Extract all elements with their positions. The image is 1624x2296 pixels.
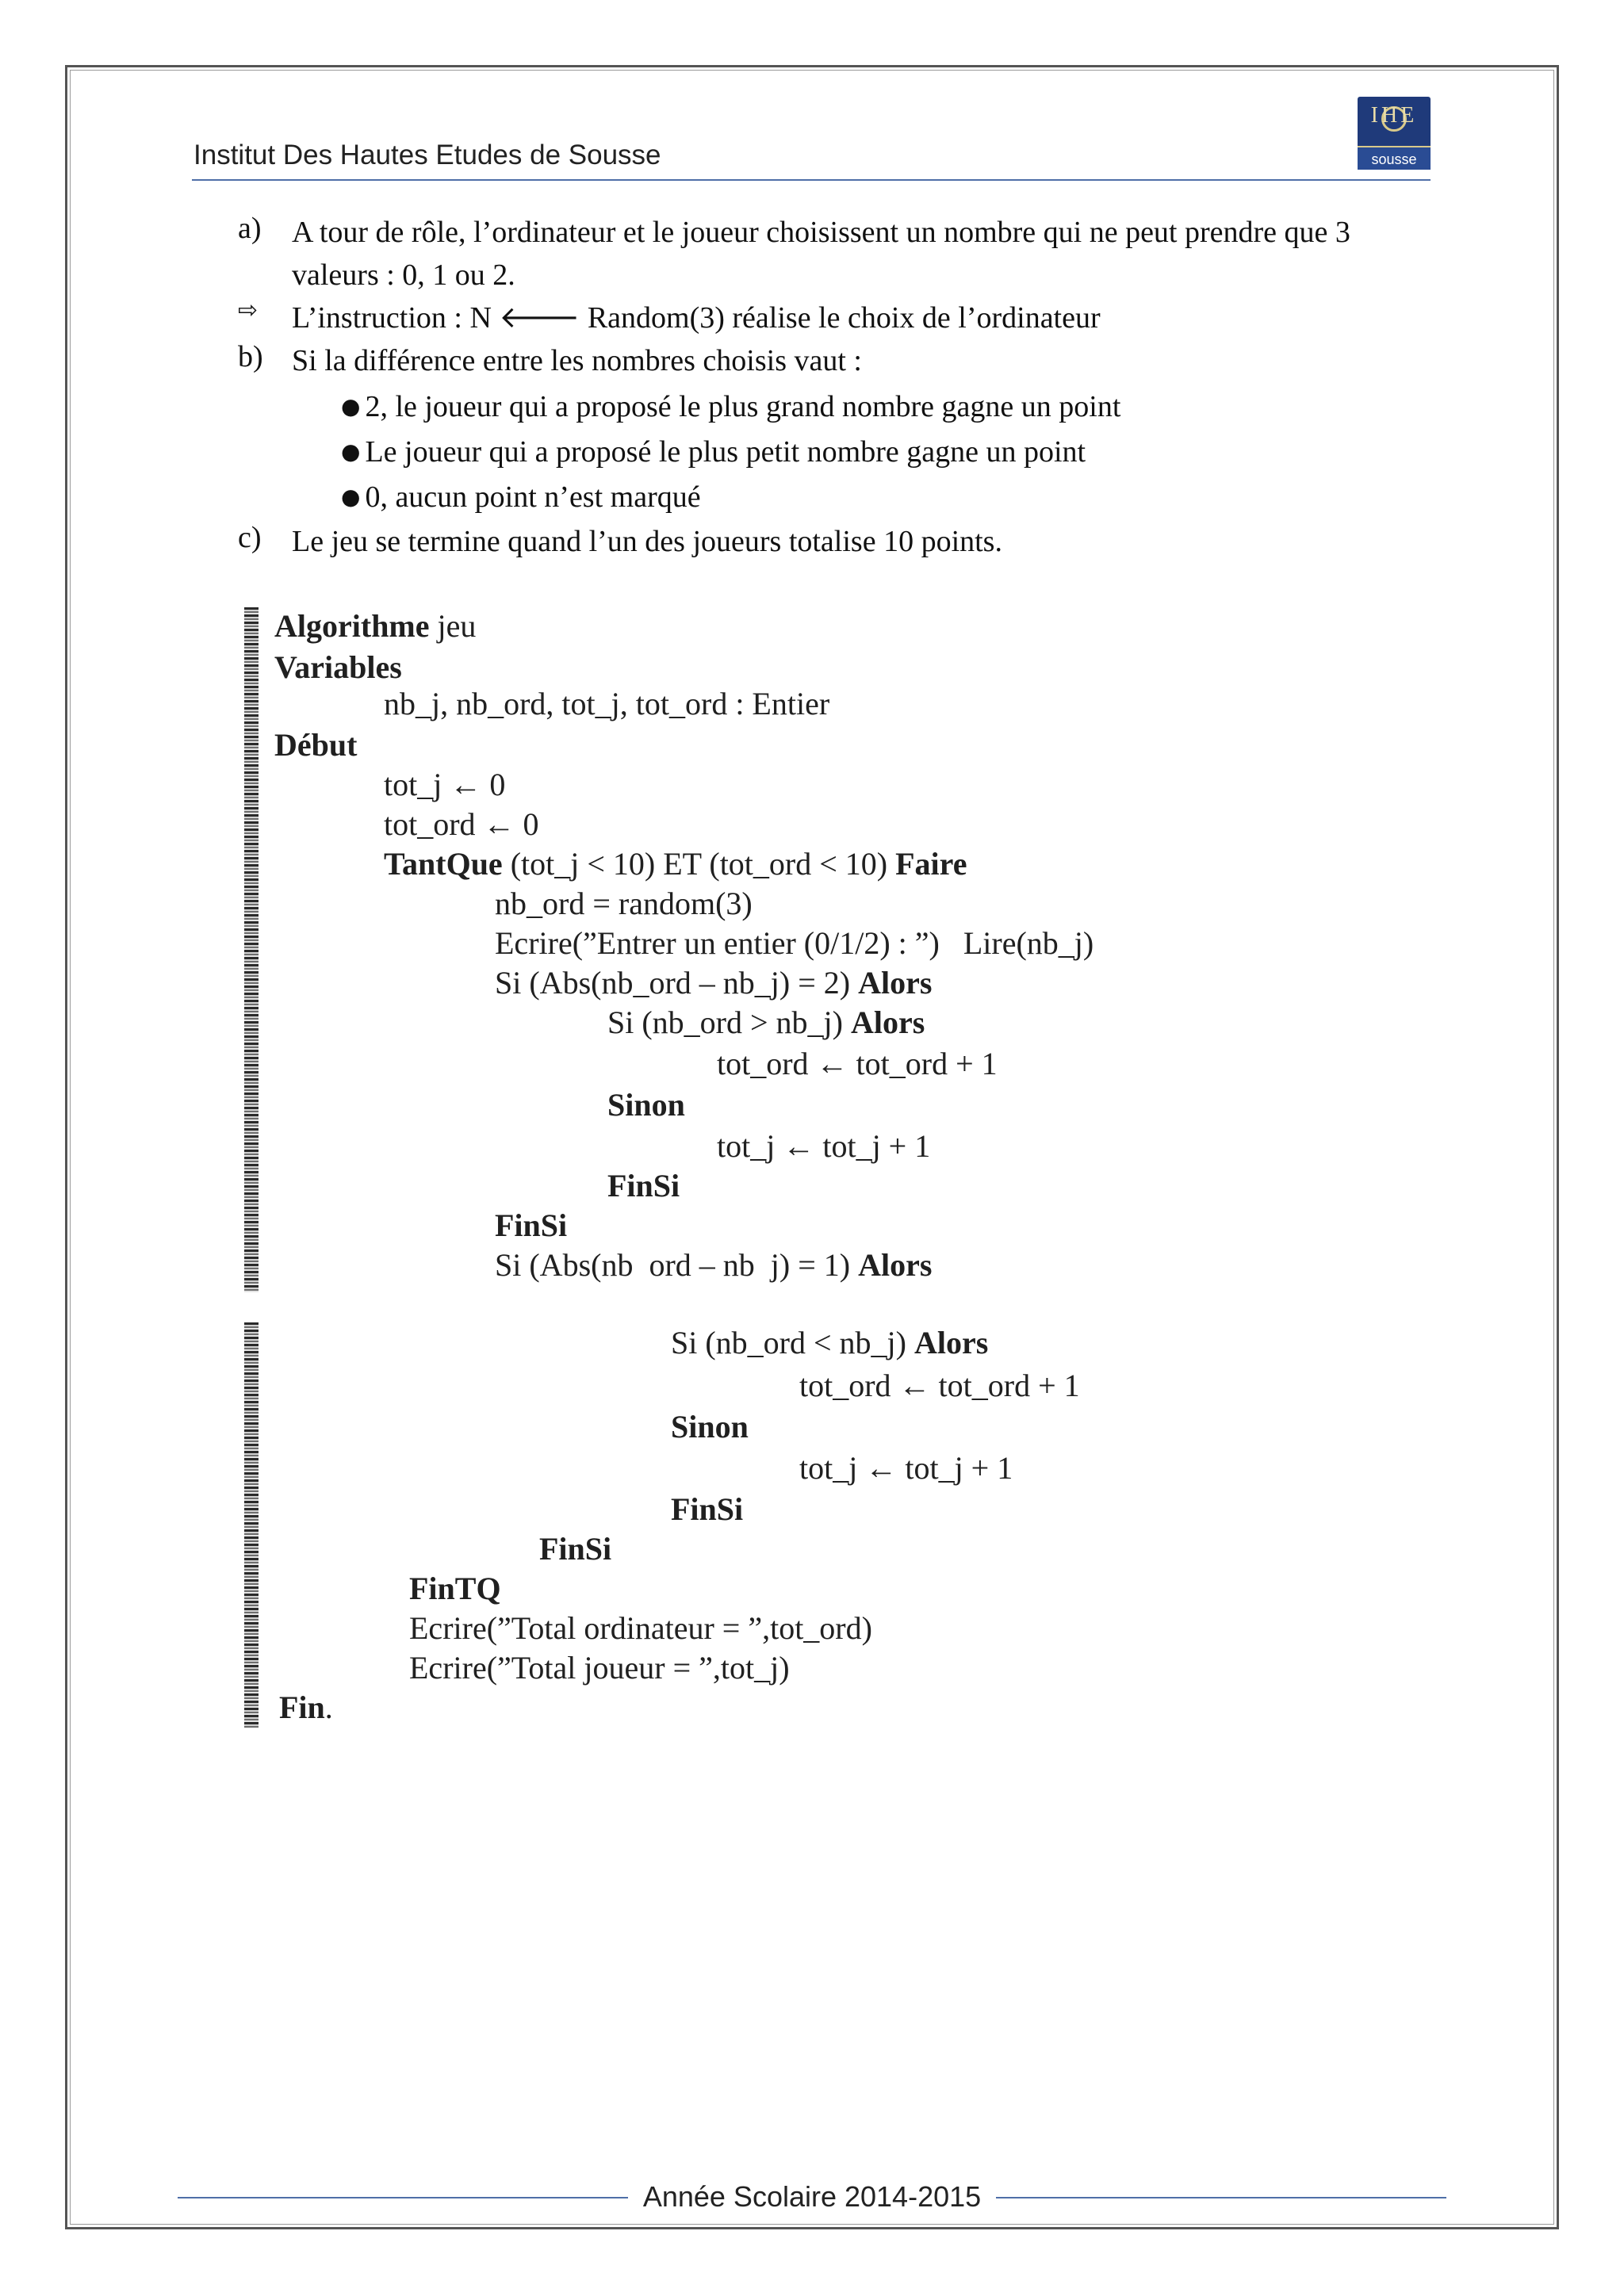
code-line: FinTQ <box>409 1571 501 1606</box>
code-line: FinSi <box>607 1168 680 1203</box>
list-text-arrow: L’instruction : N 🡐 Random(3) réalise le choix de l’ordinateur <box>292 301 1101 335</box>
bullet-item: ● Le joueur qui a proposé le plus petit nombre gagne un point <box>341 435 1086 469</box>
code-margin-bar <box>244 1322 259 1728</box>
list-text-a: A tour de rôle, l’ordinateur et le joueur choisissent un nombre qui ne peut prendre que 3 valeurs : 0, 1 ou 2. <box>292 216 1358 292</box>
code-line: Variables <box>274 649 402 685</box>
header-rule <box>192 179 1431 181</box>
code-line: Algorithme jeu <box>274 608 477 644</box>
list-text-b: Si la différence entre les nombres choisis vaut : <box>292 344 862 377</box>
algorithm-image-part1 <box>244 607 1164 1292</box>
code-line: TantQue (tot_j < 10) ET (tot_ord < 10) Faire <box>384 846 967 882</box>
code-line: nb_j, nb_ord, tot_j, tot_ord : Entier <box>384 686 830 721</box>
code-line: FinSi <box>539 1531 612 1567</box>
code-line: Si (nb_ord < nb_j) Alors <box>671 1325 989 1360</box>
list-marker-a: a) <box>238 212 262 245</box>
logo-top-text: IHE <box>1370 103 1418 128</box>
code-line: Fin. <box>279 1689 333 1725</box>
logo-bottom-text: sousse <box>1371 151 1417 167</box>
code-line: Si (Abs(nb_ord – nb_j) = 2) Alors <box>495 965 933 1001</box>
footer-school-year: Année Scolaire 2014-2015 <box>642 2180 982 2213</box>
code-line: FinSi <box>495 1207 568 1243</box>
footer-rule-right <box>996 2197 1446 2198</box>
code-margin-bar <box>244 607 259 1292</box>
code-line: Ecrire(”Total ordinateur = ”,tot_ord) <box>409 1610 872 1646</box>
bullet-icon: ● <box>341 438 361 465</box>
code-line: tot_ord ← tot_ord + 1 <box>799 1368 1080 1403</box>
list-text-c: Le jeu se termine quand l’un des joueurs totalise 10 points. <box>292 525 1002 558</box>
list-marker-c: c) <box>238 521 262 554</box>
code-line: Ecrire(”Total joueur = ”,tot_j) <box>409 1650 790 1686</box>
code-line: Sinon <box>671 1409 749 1445</box>
code-line: FinSi <box>671 1491 744 1527</box>
code-line: Début <box>274 727 358 763</box>
header-institution: Institut Des Hautes Etudes de Sousse <box>193 140 661 170</box>
code-line: tot_ord ← tot_ord + 1 <box>717 1046 998 1081</box>
code-line: nb_ord = random(3) <box>495 886 753 921</box>
list-marker-b: b) <box>238 340 263 373</box>
code-line: tot_j ← tot_j + 1 <box>799 1450 1013 1486</box>
footer-rule-left <box>178 2197 628 2198</box>
code-line: Ecrire(”Entrer un entier (0/1/2) : ”) Lire(nb_j) <box>495 925 1094 961</box>
code-line: tot_j ← tot_j + 1 <box>717 1128 931 1164</box>
code-line: tot_ord ← 0 <box>384 806 539 842</box>
bullet-item: ● 0, aucun point n’est marqué <box>341 480 701 514</box>
bullet-icon: ● <box>341 393 361 419</box>
code-line: Si (nb_ord > nb_j) Alors <box>607 1004 925 1040</box>
code-line: Sinon <box>607 1087 685 1123</box>
bullet-icon: ● <box>341 484 361 510</box>
bullet-item: ● 2, le joueur qui a proposé le plus grand nombre gagne un point <box>341 390 1121 423</box>
arrow-icon: ⇨ <box>238 297 259 324</box>
algorithm-image-part2 <box>244 1322 1164 1728</box>
code-line: Si (Abs(nb ord – nb j) = 1) Alors <box>495 1247 933 1283</box>
code-line: tot_j ← 0 <box>384 767 506 802</box>
institution-logo <box>1358 97 1431 170</box>
